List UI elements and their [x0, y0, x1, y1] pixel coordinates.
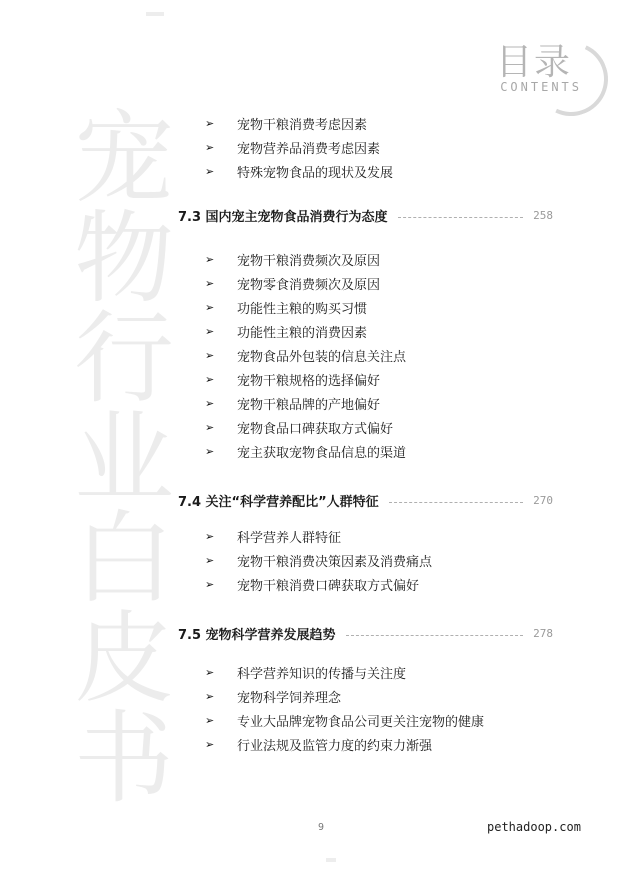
list-item-label: 宠物干粮消费口碑获取方式偏好: [237, 578, 420, 594]
list-item-label: 宠物干粮品牌的产地偏好: [237, 397, 381, 413]
arrow-bullet-icon: ➢: [205, 252, 215, 266]
list-item-label: 宠主获取宠物食品信息的渠道: [237, 445, 407, 461]
section-title: 7.5 宠物科学营养发展趋势: [178, 627, 336, 643]
list-item[interactable]: [205, 710, 484, 730]
toc-subtitle: CONTENTS: [500, 80, 582, 94]
list-item[interactable]: [205, 345, 406, 365]
list-item-label: 专业大品牌宠物食品公司更关注宠物的健康: [237, 714, 485, 730]
list-item[interactable]: [205, 273, 380, 293]
watermark-title: 宠物行业白皮书: [57, 105, 174, 805]
list-item-label: 科学营养知识的传播与关注度: [237, 666, 407, 682]
list-item[interactable]: [205, 161, 393, 181]
list-item[interactable]: [205, 249, 380, 269]
arrow-bullet-icon: ➢: [205, 529, 215, 543]
section-page-number: 278: [533, 626, 553, 640]
section-page-number: 258: [533, 208, 553, 222]
section-heading[interactable]: [178, 489, 553, 511]
arrow-bullet-icon: ➢: [205, 300, 215, 314]
list-item-label: 宠物食品口碑获取方式偏好: [237, 421, 394, 437]
list-item-label: 宠物干粮消费频次及原因: [237, 253, 381, 269]
arrow-bullet-icon: ➢: [205, 276, 215, 290]
list-item-label: 宠物食品外包装的信息关注点: [237, 349, 407, 365]
list-item-label: 功能性主粮的消费因素: [237, 325, 368, 341]
list-item[interactable]: [205, 662, 406, 682]
arrow-bullet-icon: ➢: [205, 444, 215, 458]
arrow-bullet-icon: ➢: [205, 577, 215, 591]
section-heading[interactable]: [178, 204, 553, 226]
arrow-bullet-icon: ➢: [205, 689, 215, 703]
list-item[interactable]: [205, 369, 380, 389]
list-item[interactable]: [205, 686, 341, 706]
list-item-label: 宠物干粮消费决策因素及消费痛点: [237, 554, 433, 570]
list-item[interactable]: [205, 113, 367, 133]
section-title: 7.4 关注“科学营养配比”人群特征: [178, 494, 379, 510]
arrow-bullet-icon: ➢: [205, 553, 215, 567]
arrow-bullet-icon: ➢: [205, 420, 215, 434]
arrow-bullet-icon: ➢: [205, 324, 215, 338]
list-item[interactable]: [205, 321, 367, 341]
list-item[interactable]: [205, 441, 406, 461]
list-item-label: 特殊宠物食品的现状及发展: [237, 165, 394, 181]
arrow-bullet-icon: ➢: [205, 140, 215, 154]
footer-page-number: 9: [318, 822, 325, 833]
dotted-leader: [398, 217, 524, 218]
list-item[interactable]: [205, 417, 393, 437]
section-heading[interactable]: [178, 622, 553, 644]
dotted-leader: [346, 635, 524, 636]
arrow-bullet-icon: ➢: [205, 164, 215, 178]
list-item[interactable]: [205, 526, 341, 546]
arrow-bullet-icon: ➢: [205, 116, 215, 130]
list-item[interactable]: [205, 137, 380, 157]
list-item-label: 功能性主粮的购买习惯: [237, 301, 368, 317]
section-title: 7.3 国内宠主宠物食品消费行为态度: [178, 209, 388, 225]
arrow-bullet-icon: ➢: [205, 372, 215, 386]
list-item[interactable]: [205, 550, 432, 570]
list-item-label: 宠物干粮消费考虑因素: [237, 117, 368, 133]
arrow-bullet-icon: ➢: [205, 713, 215, 727]
arrow-bullet-icon: ➢: [205, 348, 215, 362]
list-item[interactable]: [205, 574, 419, 594]
arrow-bullet-icon: ➢: [205, 396, 215, 410]
section-page-number: 270: [533, 493, 553, 507]
list-item-label: 宠物科学饲养理念: [237, 690, 342, 706]
list-item-label: 科学营养人群特征: [237, 530, 342, 546]
footer-site-link[interactable]: pethadoop.com: [487, 820, 581, 834]
list-item-label: 宠物零食消费频次及原因: [237, 277, 381, 293]
list-item-label: 宠物营养品消费考虑因素: [237, 141, 381, 157]
list-item[interactable]: [205, 297, 367, 317]
toc-title: 目录: [495, 42, 572, 83]
list-item-label: 宠物干粮规格的选择偏好: [237, 373, 381, 389]
dotted-leader: [389, 502, 523, 503]
arrow-bullet-icon: ➢: [205, 665, 215, 679]
list-item[interactable]: [205, 734, 432, 754]
arrow-bullet-icon: ➢: [205, 737, 215, 751]
list-item-label: 行业法规及监管力度的约束力渐强: [237, 738, 433, 754]
list-item[interactable]: [205, 393, 380, 413]
